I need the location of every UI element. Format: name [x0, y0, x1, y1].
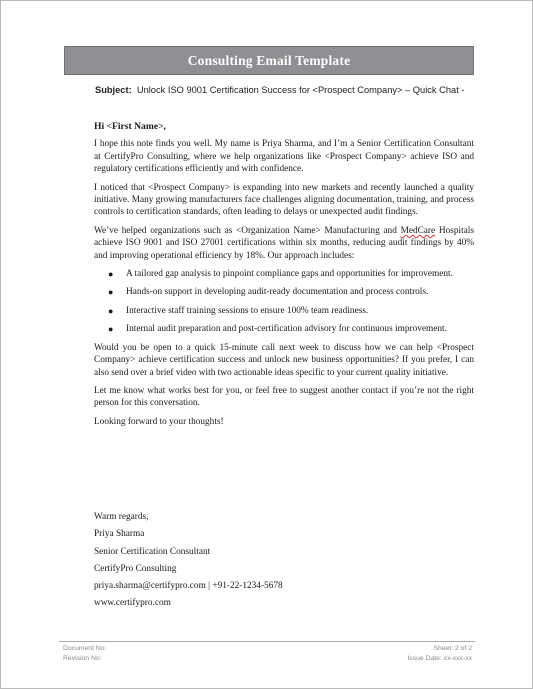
credentials-paragraph: [94, 225, 474, 262]
list-item-text: A tailored gap analysis to pinpoint compliance gaps and opportunities for improvement.: [126, 269, 453, 280]
list-item-text: Hands-on support in developing audit-ready documentation and process controls.: [126, 287, 429, 298]
signer-role: Senior Certification Consultant: [94, 546, 211, 557]
call-to-action-paragraph: Would you be open to a quick 15-minute call next week to discuss how we can help <Prospect Company> achieve certification success and unlock new business opportunities? If you prefer, I can also send over a brief video with two actionable ideas specific to your current quality initiative.: [94, 342, 474, 378]
sheet-number: Sheet: 2 of 2: [433, 645, 472, 652]
footer-right: [407, 644, 472, 663]
signer-website[interactable]: www.certifypro.com: [94, 598, 171, 609]
list-item: [108, 268, 474, 280]
credentials-text-start: We’ve helped organizations such as <Organization Name> Manufacturing and: [94, 225, 401, 236]
issue-date: Issue Date: xx-xxx-xx: [407, 654, 472, 662]
signature-block: [94, 509, 283, 613]
list-item-text: Internal audit preparation and post-certification advisory for continuous improvement.: [126, 324, 447, 335]
subject-text: Unlock ISO 9001 Certification Success for <Prospect Company> – Quick Chat -: [136, 85, 465, 95]
list-item: [108, 305, 474, 317]
bullet-icon: ●: [108, 324, 114, 335]
alternate-contact-paragraph: Let me know what works best for you, or feel free to suggest another contact if you’re not the right person for this conversation.: [94, 385, 474, 409]
bullet-icon: ●: [108, 305, 114, 316]
list-item-text: Interactive staff training sessions to ensure 100% team readiness.: [126, 305, 369, 316]
signer-company: CertifyPro Consulting: [94, 563, 177, 574]
list-item: [108, 323, 474, 335]
closing-line: Looking forward to your thoughts!: [94, 416, 224, 427]
document-title: Consulting Email Template: [64, 46, 474, 75]
revision-number: Revision No:: [63, 654, 102, 662]
email-body: [94, 121, 474, 434]
document-number: Document No:: [63, 645, 107, 652]
sign-off: Warm regards,: [94, 512, 149, 522]
approach-list: [94, 268, 474, 336]
context-paragraph: I noticed that <Prospect Company> is expanding into new markets and recently launched a quality initiative. Many growing manufacturers face challenges aligning documentation, training, and process controls to certification standards, often leading to delays or unexpected audit findings.: [94, 182, 474, 218]
email-subject: [95, 85, 495, 95]
greeting: Hi <First Name>,: [94, 121, 166, 132]
footer-left: [63, 644, 106, 663]
footer-divider: [59, 641, 475, 642]
intro-paragraph: I hope this note finds you well. My name is Priya Sharma, and I’m a Senior Certification Consultant at CertifyPro Consulting, where we help organizations like <Prospect Company> achieve ISO and regulatory certifications efficiently and with confidence.: [94, 139, 474, 175]
signer-contact[interactable]: priya.sharma@certifypro.com | +91-22-1234-5678: [94, 581, 283, 592]
bullet-icon: ●: [108, 269, 114, 280]
credentials-text-end: Hospitals achieve ISO 9001 and ISO 27001 certifications within six months, reducing audit findings by 40% and improving operational efficiency by 18%. Our approach includes:: [94, 225, 474, 261]
bullet-icon: ●: [108, 287, 114, 298]
spellcheck-flagged-word: MedCare: [400, 225, 436, 236]
list-item: [108, 286, 474, 298]
signer-name: Priya Sharma: [94, 529, 145, 540]
subject-label: Subject:: [95, 85, 132, 95]
